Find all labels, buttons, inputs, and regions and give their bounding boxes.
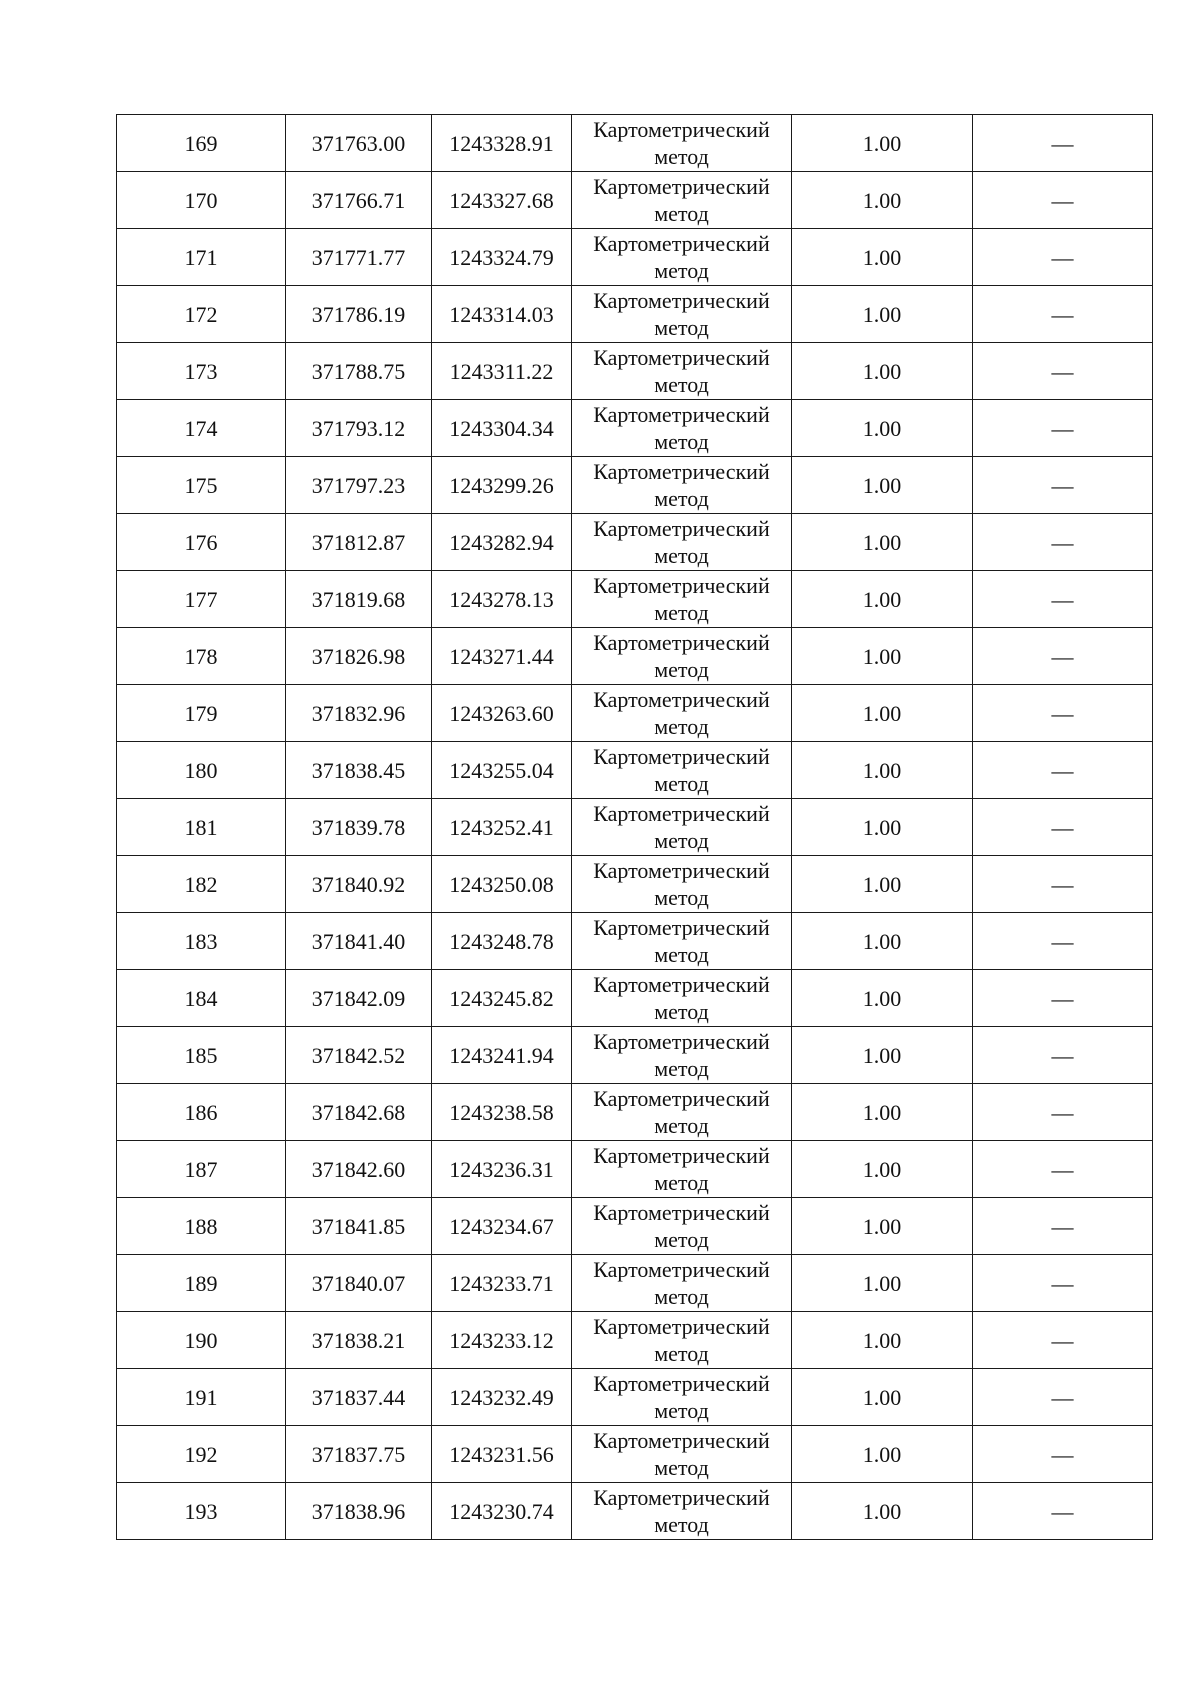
- table-row: [117, 400, 1153, 457]
- x-coordinate-cell: 371832.96: [286, 685, 432, 742]
- method-cell: [572, 1369, 792, 1426]
- y-coordinate-cell: 1243255.04: [432, 742, 572, 799]
- method-cell: [572, 172, 792, 229]
- accuracy-cell: 1.00: [792, 343, 973, 400]
- point-number-cell: 190: [117, 1312, 286, 1369]
- method-line-2: метод: [654, 1113, 709, 1138]
- method-line-2: метод: [654, 429, 709, 454]
- method-line-1: Картометрический: [593, 915, 770, 940]
- point-number-cell: 188: [117, 1198, 286, 1255]
- point-number-cell: 187: [117, 1141, 286, 1198]
- description-cell: —: [973, 1255, 1153, 1312]
- method-cell: [572, 1426, 792, 1483]
- method-line-2: метод: [654, 1341, 709, 1366]
- y-coordinate-cell: 1243245.82: [432, 970, 572, 1027]
- description-cell: —: [973, 742, 1153, 799]
- method-line-2: метод: [654, 1512, 709, 1537]
- y-coordinate-cell: 1243250.08: [432, 856, 572, 913]
- table-row: [117, 343, 1153, 400]
- method-line-2: метод: [654, 144, 709, 169]
- x-coordinate-cell: 371819.68: [286, 571, 432, 628]
- method-line-2: метод: [654, 999, 709, 1024]
- description-cell: —: [973, 229, 1153, 286]
- x-coordinate-cell: 371838.21: [286, 1312, 432, 1369]
- method-line-1: Картометрический: [593, 687, 770, 712]
- method-cell: [572, 115, 792, 172]
- point-number-cell: 170: [117, 172, 286, 229]
- description-cell: —: [973, 1369, 1153, 1426]
- method-line-1: Картометрический: [593, 972, 770, 997]
- point-number-cell: 189: [117, 1255, 286, 1312]
- y-coordinate-cell: 1243230.74: [432, 1483, 572, 1540]
- table-row: [117, 685, 1153, 742]
- description-cell: —: [973, 628, 1153, 685]
- x-coordinate-cell: 371842.60: [286, 1141, 432, 1198]
- x-coordinate-cell: 371842.68: [286, 1084, 432, 1141]
- method-line-1: Картометрический: [593, 573, 770, 598]
- point-number-cell: 171: [117, 229, 286, 286]
- accuracy-cell: 1.00: [792, 1369, 973, 1426]
- x-coordinate-cell: 371842.52: [286, 1027, 432, 1084]
- point-number-cell: 192: [117, 1426, 286, 1483]
- table-row: [117, 799, 1153, 856]
- point-number-cell: 172: [117, 286, 286, 343]
- method-cell: [572, 1255, 792, 1312]
- x-coordinate-cell: 371841.85: [286, 1198, 432, 1255]
- method-line-1: Картометрический: [593, 459, 770, 484]
- method-line-1: Картометрический: [593, 1371, 770, 1396]
- method-line-2: метод: [654, 1170, 709, 1195]
- method-cell: [572, 1483, 792, 1540]
- table-row: [117, 1084, 1153, 1141]
- y-coordinate-cell: 1243299.26: [432, 457, 572, 514]
- y-coordinate-cell: 1243248.78: [432, 913, 572, 970]
- method-line-2: метод: [654, 1455, 709, 1480]
- x-coordinate-cell: 371837.75: [286, 1426, 432, 1483]
- point-number-cell: 183: [117, 913, 286, 970]
- x-coordinate-cell: 371838.96: [286, 1483, 432, 1540]
- method-cell: [572, 457, 792, 514]
- method-cell: [572, 1141, 792, 1198]
- x-coordinate-cell: 371839.78: [286, 799, 432, 856]
- accuracy-cell: 1.00: [792, 970, 973, 1027]
- accuracy-cell: 1.00: [792, 856, 973, 913]
- point-number-cell: 176: [117, 514, 286, 571]
- accuracy-cell: 1.00: [792, 742, 973, 799]
- description-cell: —: [973, 1426, 1153, 1483]
- method-line-1: Картометрический: [593, 1029, 770, 1054]
- method-line-1: Картометрический: [593, 1428, 770, 1453]
- y-coordinate-cell: 1243282.94: [432, 514, 572, 571]
- table-row: [117, 1198, 1153, 1255]
- method-cell: [572, 1027, 792, 1084]
- method-cell: [572, 343, 792, 400]
- method-cell: [572, 742, 792, 799]
- table-row: [117, 229, 1153, 286]
- method-line-2: метод: [654, 486, 709, 511]
- point-number-cell: 173: [117, 343, 286, 400]
- description-cell: —: [973, 970, 1153, 1027]
- method-cell: [572, 286, 792, 343]
- method-line-1: Картометрический: [593, 231, 770, 256]
- accuracy-cell: 1.00: [792, 799, 973, 856]
- method-line-1: Картометрический: [593, 1143, 770, 1168]
- x-coordinate-cell: 371812.87: [286, 514, 432, 571]
- method-cell: [572, 913, 792, 970]
- description-cell: —: [973, 799, 1153, 856]
- point-number-cell: 175: [117, 457, 286, 514]
- y-coordinate-cell: 1243233.12: [432, 1312, 572, 1369]
- method-line-2: метод: [654, 657, 709, 682]
- x-coordinate-cell: 371771.77: [286, 229, 432, 286]
- x-coordinate-cell: 371841.40: [286, 913, 432, 970]
- method-line-1: Картометрический: [593, 402, 770, 427]
- accuracy-cell: 1.00: [792, 571, 973, 628]
- method-line-2: метод: [654, 1056, 709, 1081]
- accuracy-cell: 1.00: [792, 400, 973, 457]
- y-coordinate-cell: 1243311.22: [432, 343, 572, 400]
- point-number-cell: 191: [117, 1369, 286, 1426]
- method-line-2: метод: [654, 1227, 709, 1252]
- x-coordinate-cell: 371840.92: [286, 856, 432, 913]
- point-number-cell: 179: [117, 685, 286, 742]
- method-line-2: метод: [654, 543, 709, 568]
- method-cell: [572, 571, 792, 628]
- table-row: [117, 1255, 1153, 1312]
- method-cell: [572, 970, 792, 1027]
- x-coordinate-cell: 371766.71: [286, 172, 432, 229]
- method-line-1: Картометрический: [593, 1200, 770, 1225]
- table-row: [117, 172, 1153, 229]
- table-row: [117, 856, 1153, 913]
- table-row: [117, 1426, 1153, 1483]
- method-cell: [572, 229, 792, 286]
- x-coordinate-cell: 371842.09: [286, 970, 432, 1027]
- method-cell: [572, 1312, 792, 1369]
- method-line-1: Картометрический: [593, 1485, 770, 1510]
- method-cell: [572, 856, 792, 913]
- method-cell: [572, 799, 792, 856]
- description-cell: —: [973, 1141, 1153, 1198]
- point-number-cell: 181: [117, 799, 286, 856]
- method-line-1: Картометрический: [593, 858, 770, 883]
- method-line-1: Картометрический: [593, 1086, 770, 1111]
- table-row: [117, 1027, 1153, 1084]
- x-coordinate-cell: 371786.19: [286, 286, 432, 343]
- method-cell: [572, 685, 792, 742]
- accuracy-cell: 1.00: [792, 1426, 973, 1483]
- method-line-1: Картометрический: [593, 801, 770, 826]
- method-line-2: метод: [654, 942, 709, 967]
- description-cell: —: [973, 571, 1153, 628]
- y-coordinate-cell: 1243232.49: [432, 1369, 572, 1426]
- method-line-1: Картометрический: [593, 744, 770, 769]
- table-row: [117, 970, 1153, 1027]
- method-line-1: Картометрический: [593, 1257, 770, 1282]
- description-cell: —: [973, 286, 1153, 343]
- method-cell: [572, 514, 792, 571]
- table-row: [117, 742, 1153, 799]
- description-cell: —: [973, 1312, 1153, 1369]
- y-coordinate-cell: 1243236.31: [432, 1141, 572, 1198]
- accuracy-cell: 1.00: [792, 628, 973, 685]
- point-number-cell: 186: [117, 1084, 286, 1141]
- x-coordinate-cell: 371838.45: [286, 742, 432, 799]
- point-number-cell: 178: [117, 628, 286, 685]
- y-coordinate-cell: 1243252.41: [432, 799, 572, 856]
- method-line-2: метод: [654, 1398, 709, 1423]
- y-coordinate-cell: 1243241.94: [432, 1027, 572, 1084]
- method-line-2: метод: [654, 201, 709, 226]
- accuracy-cell: 1.00: [792, 229, 973, 286]
- x-coordinate-cell: 371840.07: [286, 1255, 432, 1312]
- accuracy-cell: 1.00: [792, 1312, 973, 1369]
- table-row: [117, 1483, 1153, 1540]
- x-coordinate-cell: 371763.00: [286, 115, 432, 172]
- method-line-2: метод: [654, 315, 709, 340]
- method-cell: [572, 400, 792, 457]
- method-line-2: метод: [654, 1284, 709, 1309]
- table-row: [117, 286, 1153, 343]
- accuracy-cell: 1.00: [792, 1084, 973, 1141]
- method-line-2: метод: [654, 714, 709, 739]
- method-cell: [572, 628, 792, 685]
- accuracy-cell: 1.00: [792, 457, 973, 514]
- accuracy-cell: 1.00: [792, 1255, 973, 1312]
- method-line-2: метод: [654, 258, 709, 283]
- y-coordinate-cell: 1243327.68: [432, 172, 572, 229]
- table-row: [117, 1312, 1153, 1369]
- accuracy-cell: 1.00: [792, 685, 973, 742]
- description-cell: —: [973, 343, 1153, 400]
- description-cell: —: [973, 856, 1153, 913]
- y-coordinate-cell: 1243233.71: [432, 1255, 572, 1312]
- description-cell: —: [973, 400, 1153, 457]
- y-coordinate-cell: 1243271.44: [432, 628, 572, 685]
- method-line-2: метод: [654, 885, 709, 910]
- x-coordinate-cell: 371793.12: [286, 400, 432, 457]
- y-coordinate-cell: 1243328.91: [432, 115, 572, 172]
- accuracy-cell: 1.00: [792, 1483, 973, 1540]
- accuracy-cell: 1.00: [792, 172, 973, 229]
- point-number-cell: 193: [117, 1483, 286, 1540]
- table-row: [117, 913, 1153, 970]
- description-cell: —: [973, 1084, 1153, 1141]
- table-row: [117, 628, 1153, 685]
- method-line-2: метод: [654, 600, 709, 625]
- point-number-cell: 169: [117, 115, 286, 172]
- accuracy-cell: 1.00: [792, 115, 973, 172]
- x-coordinate-cell: 371837.44: [286, 1369, 432, 1426]
- accuracy-cell: 1.00: [792, 1198, 973, 1255]
- y-coordinate-cell: 1243314.03: [432, 286, 572, 343]
- table-row: [117, 514, 1153, 571]
- table-row: [117, 457, 1153, 514]
- method-line-1: Картометрический: [593, 174, 770, 199]
- y-coordinate-cell: 1243278.13: [432, 571, 572, 628]
- y-coordinate-cell: 1243234.67: [432, 1198, 572, 1255]
- method-line-1: Картометрический: [593, 117, 770, 142]
- method-line-1: Картометрический: [593, 1314, 770, 1339]
- x-coordinate-cell: 371797.23: [286, 457, 432, 514]
- method-line-1: Картометрический: [593, 630, 770, 655]
- description-cell: —: [973, 457, 1153, 514]
- description-cell: —: [973, 514, 1153, 571]
- description-cell: —: [973, 913, 1153, 970]
- point-number-cell: 174: [117, 400, 286, 457]
- table-row: [117, 1141, 1153, 1198]
- coordinates-table-body: [117, 115, 1153, 1540]
- description-cell: —: [973, 115, 1153, 172]
- y-coordinate-cell: 1243231.56: [432, 1426, 572, 1483]
- accuracy-cell: 1.00: [792, 1141, 973, 1198]
- accuracy-cell: 1.00: [792, 514, 973, 571]
- table-row: [117, 571, 1153, 628]
- x-coordinate-cell: 371826.98: [286, 628, 432, 685]
- table-row: [117, 1369, 1153, 1426]
- method-line-1: Картометрический: [593, 516, 770, 541]
- accuracy-cell: 1.00: [792, 1027, 973, 1084]
- method-cell: [572, 1084, 792, 1141]
- description-cell: —: [973, 172, 1153, 229]
- x-coordinate-cell: 371788.75: [286, 343, 432, 400]
- accuracy-cell: 1.00: [792, 286, 973, 343]
- description-cell: —: [973, 1027, 1153, 1084]
- point-number-cell: 177: [117, 571, 286, 628]
- description-cell: —: [973, 685, 1153, 742]
- point-number-cell: 184: [117, 970, 286, 1027]
- table-row: [117, 115, 1153, 172]
- y-coordinate-cell: 1243304.34: [432, 400, 572, 457]
- point-number-cell: 185: [117, 1027, 286, 1084]
- y-coordinate-cell: 1243263.60: [432, 685, 572, 742]
- coordinates-table: [116, 114, 1153, 1540]
- description-cell: —: [973, 1198, 1153, 1255]
- method-line-1: Картометрический: [593, 288, 770, 313]
- point-number-cell: 180: [117, 742, 286, 799]
- method-cell: [572, 1198, 792, 1255]
- method-line-2: метод: [654, 372, 709, 397]
- description-cell: —: [973, 1483, 1153, 1540]
- accuracy-cell: 1.00: [792, 913, 973, 970]
- method-line-2: метод: [654, 828, 709, 853]
- method-line-1: Картометрический: [593, 345, 770, 370]
- method-line-2: метод: [654, 771, 709, 796]
- y-coordinate-cell: 1243324.79: [432, 229, 572, 286]
- y-coordinate-cell: 1243238.58: [432, 1084, 572, 1141]
- point-number-cell: 182: [117, 856, 286, 913]
